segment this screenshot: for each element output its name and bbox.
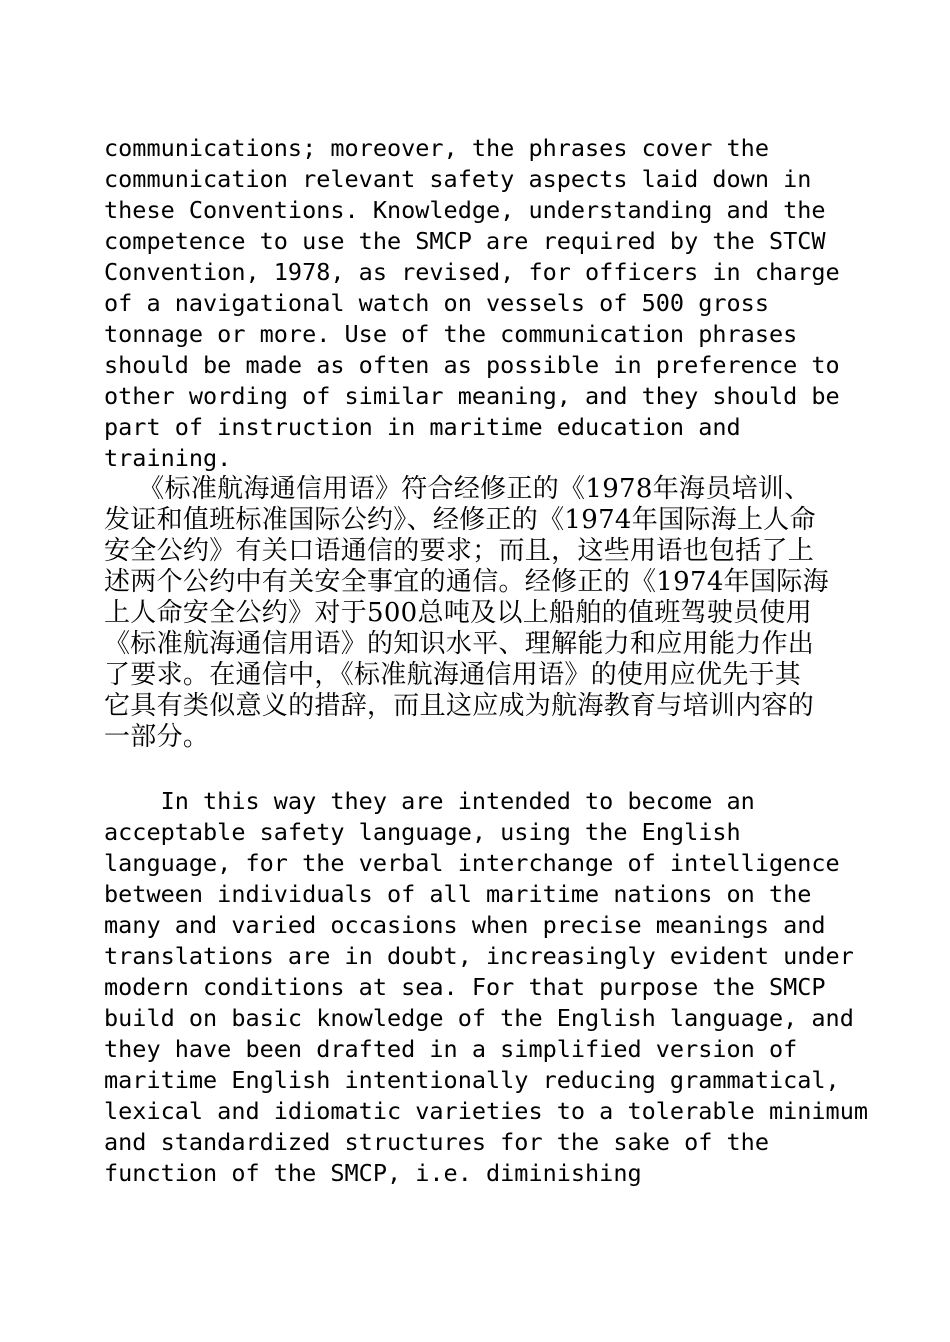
text-line: communications; moreover, the phrases cover the [104, 134, 769, 162]
text-line: part of instruction in maritime education and [104, 413, 741, 441]
text-line: tonnage or more. Use of the communication phrases [104, 320, 798, 348]
text-line: many and varied occasions when precise meanings and [104, 911, 826, 939]
text-line: 《标准航海通信用语》符合经修正的《1978年海员培训、 [104, 474, 811, 504]
text-line: 它具有类似意义的措辞，而且这应成为航海教育与培训内容的 [104, 691, 815, 721]
text-line: 《标准航海通信用语》的知识水平、理解能力和应用能力作出 [104, 629, 815, 659]
text-line: of a navigational watch on vessels of 500 gross [104, 289, 769, 317]
text-line: between individuals of all maritime nations on the [104, 880, 812, 908]
text-line: lexical and idiomatic varieties to a tolerable minimum [104, 1097, 869, 1125]
text-line: 发证和值班标准国际公约》、经修正的《1974年国际海上人命 [104, 505, 816, 535]
text-line: communication relevant safety aspects laid down in [104, 165, 812, 193]
text-line: 了要求。在通信中，《标准航海通信用语》的使用应优先于其 [104, 660, 802, 690]
text-line: build on basic knowledge of the English language, and [104, 1004, 854, 1032]
text-line: these Conventions. Knowledge, understanding and the [104, 196, 826, 224]
text-line: maritime English intentionally reducing grammatical, [104, 1066, 840, 1094]
text-line: 安全公约》有关口语通信的要求；而且，这些用语也包括了上 [104, 536, 815, 566]
text-line: they have been drafted in a simplified version of [104, 1035, 798, 1063]
text-line: In this way they are intended to become an [104, 787, 755, 815]
text-line: Convention, 1978, as revised, for officers in charge [104, 258, 840, 286]
text-line: 上人命安全公约》对于500总吨及以上船舶的值班驾驶员使用 [104, 598, 813, 628]
text-line: function of the SMCP, i.e. diminishing [104, 1159, 642, 1187]
text-line: competence to use the SMCP are required by the STCW [104, 227, 826, 255]
text-line: and standardized structures for the sake of the [104, 1128, 769, 1156]
text-line: language, for the verbal interchange of intelligence [104, 849, 840, 877]
text-line: other wording of similar meaning, and they should be [104, 382, 840, 410]
text-line: acceptable safety language, using the English [104, 818, 741, 846]
text-line: translations are in doubt, increasingly evident under [104, 942, 854, 970]
text-line: 述两个公约中有关安全事宜的通信。经修正的《1974年国际海 [104, 567, 829, 597]
text-line: should be made as often as possible in preference to [104, 351, 840, 379]
text-line: training. [104, 444, 232, 472]
text-line: modern conditions at sea. For that purpose the SMCP [104, 973, 826, 1001]
text-line: 一部分。 [104, 722, 210, 752]
